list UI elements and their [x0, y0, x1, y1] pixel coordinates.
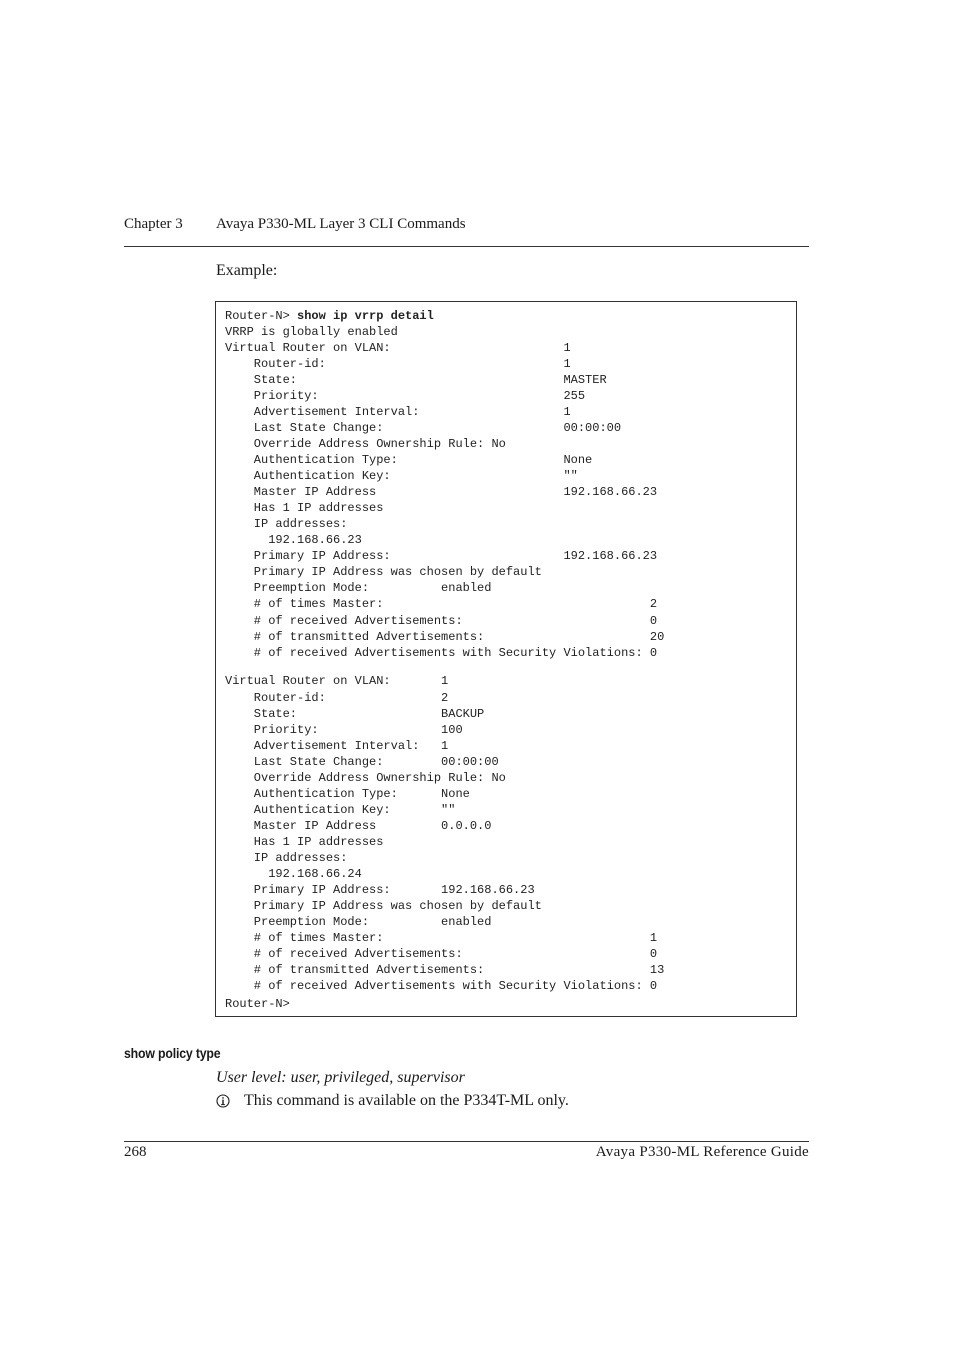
- footer-rule: [124, 1141, 809, 1142]
- code-line: Virtual Router on VLAN: 1: [225, 674, 449, 688]
- code-line: Priority: 255: [225, 389, 586, 403]
- code-line: # of transmitted Advertisements: 20: [225, 630, 665, 644]
- code-line: Advertisement Interval: 1: [225, 405, 571, 419]
- code-line: Override Address Ownership Rule: No: [225, 771, 506, 785]
- code-line: Router-id: 1: [225, 357, 571, 371]
- code-line: Virtual Router on VLAN: 1: [225, 341, 571, 355]
- page-number: 268: [124, 1144, 147, 1160]
- code-line: Advertisement Interval: 1: [225, 739, 449, 753]
- code-line: Authentication Key: "": [225, 803, 456, 817]
- code-command-line: [225, 309, 434, 323]
- code-line: Override Address Ownership Rule: No: [225, 437, 506, 451]
- section-heading: show policy type: [124, 1045, 221, 1061]
- code-line: VRRP is globally enabled: [225, 325, 398, 339]
- code-line: Authentication Key: "": [225, 469, 578, 483]
- code-line: # of received Advertisements: 0: [225, 614, 658, 628]
- info-icon: [216, 1094, 230, 1108]
- code-line: State: MASTER: [225, 373, 607, 387]
- code-line: IP addresses:: [225, 517, 348, 531]
- code-example-box: [215, 301, 797, 1017]
- code-line: Authentication Type: None: [225, 453, 593, 467]
- code-line: # of times Master: 2: [225, 597, 658, 611]
- code-line: Last State Change: 00:00:00: [225, 755, 499, 769]
- user-level-text: User level: user, privileged, supervisor: [216, 1069, 465, 1086]
- code-line: # of received Advertisements: 0: [225, 947, 658, 961]
- code-line: Primary IP Address was chosen by default: [225, 899, 542, 913]
- code-line: Primary IP Address: 192.168.66.23: [225, 883, 535, 897]
- code-line: Authentication Type: None: [225, 787, 470, 801]
- code-line: Has 1 IP addresses: [225, 501, 384, 515]
- code-line: Last State Change: 00:00:00: [225, 421, 622, 435]
- guide-title: Avaya P330-ML Reference Guide: [595, 1144, 809, 1160]
- note-text: This command is available on the P334T-ML only.: [244, 1092, 569, 1109]
- example-label: Example:: [216, 262, 278, 279]
- code-line: # of transmitted Advertisements: 13: [225, 963, 665, 977]
- code-line: 192.168.66.23: [225, 533, 362, 547]
- code-line: Preemption Mode: enabled: [225, 581, 492, 595]
- code-line: Primary IP Address was chosen by default: [225, 565, 542, 579]
- code-line: Master IP Address 192.168.66.23: [225, 485, 658, 499]
- code-line: State: BACKUP: [225, 707, 485, 721]
- chapter-label: Chapter 3: [124, 216, 183, 232]
- chapter-title: Avaya P330-ML Layer 3 CLI Commands: [216, 216, 466, 232]
- code-line: Router-id: 2: [225, 691, 449, 705]
- code-line: # of received Advertisements with Security Violations: 0: [225, 646, 658, 660]
- code-line: Master IP Address 0.0.0.0: [225, 819, 492, 833]
- code-line: 192.168.66.24: [225, 867, 362, 881]
- code-line: IP addresses:: [225, 851, 348, 865]
- code-line: Router-N>: [225, 997, 290, 1011]
- code-line: Priority: 100: [225, 723, 463, 737]
- code-line: Primary IP Address: 192.168.66.23: [225, 549, 658, 563]
- header-rule: [124, 246, 809, 247]
- code-line: Has 1 IP addresses: [225, 835, 384, 849]
- code-line: # of received Advertisements with Security Violations: 0: [225, 979, 658, 993]
- cli-prompt: Router-N>: [225, 309, 298, 323]
- cli-command: show ip vrrp detail: [297, 309, 434, 323]
- code-line: # of times Master: 1: [225, 931, 658, 945]
- code-line: Preemption Mode: enabled: [225, 915, 492, 929]
